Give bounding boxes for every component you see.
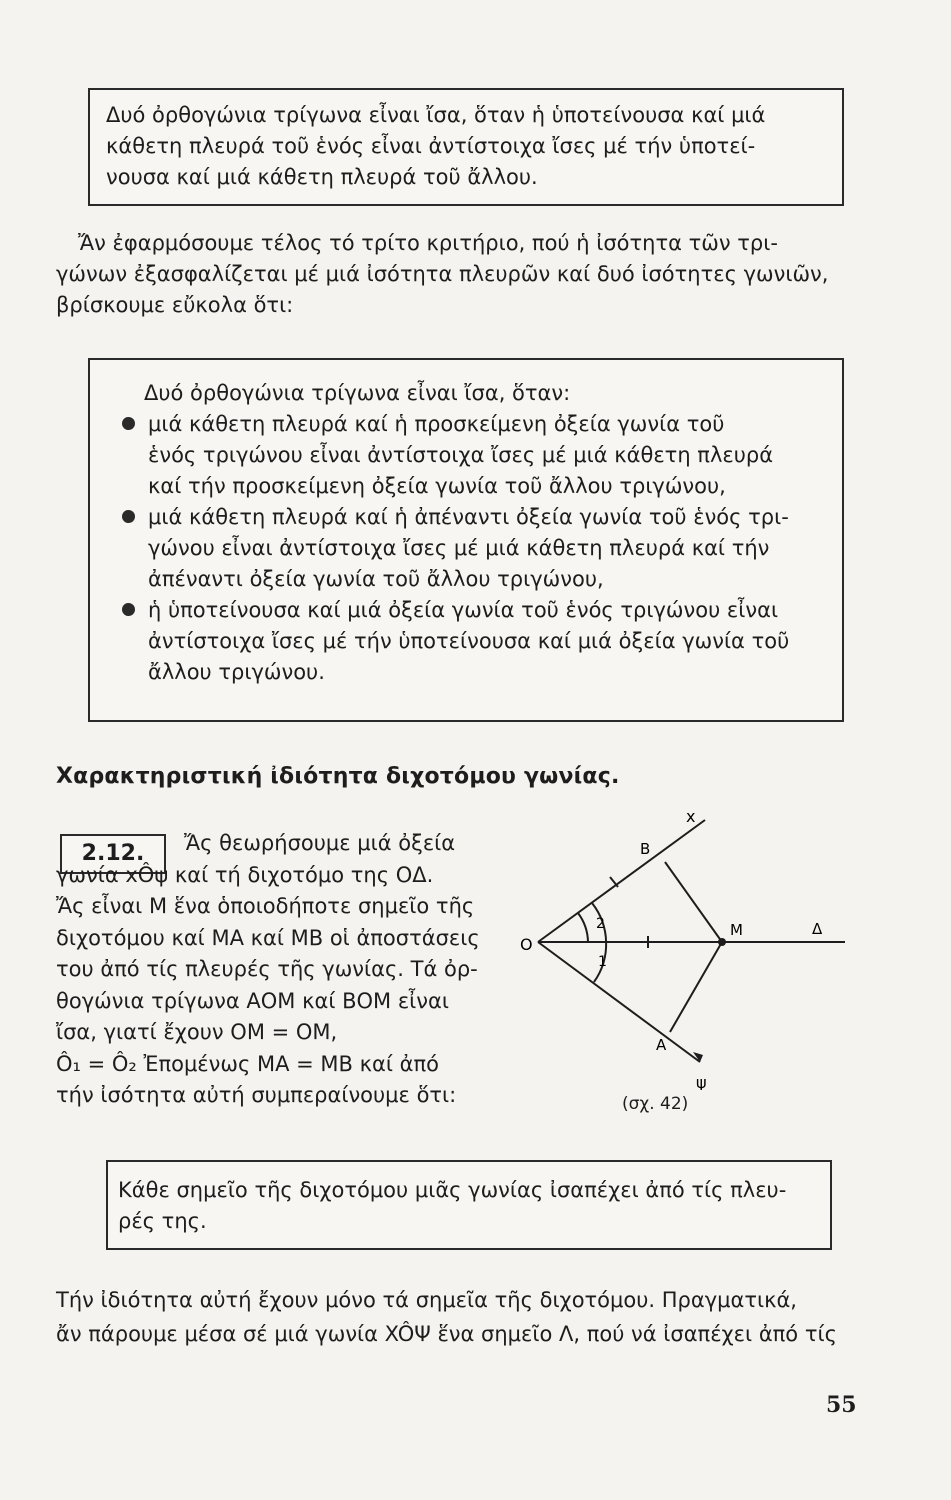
text-line: ἀντίστοιχα ἴσες μέ τήν ὑποτείνουσα καί μιά ὀξεία γωνία τοῦ xyxy=(148,629,790,653)
bullet-icon xyxy=(122,417,135,430)
text-line: ἡ ὑποτείνουσα καί μιά ὀξεία γωνία τοῦ ἑνός τριγώνου εἶναι xyxy=(148,598,779,622)
text-line: ἴσα, γιατί ἔχουν ΟΜ = ΟΜ, xyxy=(56,1020,338,1044)
ray-ox xyxy=(538,820,705,942)
text-line: Ô₁ = Ô₂ Ἐπομένως ΜΑ = ΜΒ καί ἀπό xyxy=(56,1051,439,1076)
text-line: θογώνια τρίγωνα ΑΟΜ καί ΒΟΜ εἶναι xyxy=(56,988,449,1013)
label-m: M xyxy=(730,921,743,939)
paragraph-third-criterion xyxy=(56,228,828,321)
text-line: βρίσκουμε εὔκολα ὅτι: xyxy=(56,293,294,317)
list-item xyxy=(148,502,789,595)
criteria-list xyxy=(148,409,789,688)
text-line: του ἀπό τίς πλευρές τῆς γωνίας. Τά ὀρ- xyxy=(56,957,478,981)
text-line: Ἄν ἐφαρμόσουμε τέλος τό τρίτο κριτήριο, πού ἡ ἰσότητα τῶν τρι- xyxy=(78,231,778,255)
text-line: Δυό ὀρθογώνια τρίγωνα εἶναι ἴσα, ὅταν ἡ ὑποτείνουσα καί μιά xyxy=(106,103,766,127)
section-heading: Χαρακτηριστική ἰδιότητα διχοτόμου γωνίας. xyxy=(56,764,620,789)
text-line: καί τήν προσκείμενη ὀξεία γωνία τοῦ ἄλλου τριγώνου, xyxy=(148,474,726,498)
segment-ma xyxy=(670,942,722,1032)
text-line: νουσα καί μιά κάθετη πλευρά τοῦ ἄλλου. xyxy=(106,165,538,189)
text-line: Ἄς εἶναι Μ ἕνα ὁποιοδήποτε σημεῖο τῆς xyxy=(56,894,475,918)
box-intro: Δυό ὀρθογώνια τρίγωνα εἶναι ἴσα, ὅταν: xyxy=(144,381,571,405)
label-x: x xyxy=(686,807,696,826)
label-angle-2: 2 xyxy=(596,916,605,932)
text-line: ἑνός τριγώνου εἶναι ἀντίστοιχα ἴσες μέ μιά κάθετη πλευρά xyxy=(148,443,774,467)
text-line: μιά κάθετη πλευρά καί ἡ προσκείμενη ὀξεία γωνία τοῦ xyxy=(148,412,725,436)
text-line: διχοτόμου καί ΜΑ καί ΜΒ οἱ ἀποστάσεις xyxy=(56,925,480,950)
text-line: γώνων ἐξασφαλίζεται μέ μιά ἰσότητα πλευρῶν καί δυό ἰσότητες γωνιῶν, xyxy=(56,262,829,286)
text-line: ἄν πάρουμε μέσα σέ μιά γωνία XÔΨ ἕνα σημεῖο Λ, πού νά ἰσαπέχει ἀπό τίς xyxy=(56,1322,837,1346)
point-m xyxy=(718,938,726,946)
text-line: κάθετη πλευρά τοῦ ἑνός εἶναι ἀντίστοιχα ἴσες μέ τήν ὑποτεί- xyxy=(106,134,756,158)
label-angle-1: 1 xyxy=(598,954,607,970)
section-number: 2.12. xyxy=(60,834,166,874)
text-line: γώνου εἶναι ἀντίστοιχα ἴσες μέ μιά κάθετη πλευρά καί τήν xyxy=(148,536,770,560)
figure-caption: (σχ. 42) xyxy=(622,1094,689,1114)
theorem-box-bisector-text xyxy=(118,1175,786,1237)
page-number: 55 xyxy=(826,1392,857,1418)
text-line: ρές της. xyxy=(118,1209,207,1233)
text-line: ἄλλου τριγώνου. xyxy=(148,660,325,684)
text-line: ἀπέναντι ὀξεία γωνία τοῦ ἄλλου τριγώνου, xyxy=(148,567,604,591)
segment-mb xyxy=(665,862,722,942)
bullet-icon xyxy=(122,510,135,523)
text-line: Κάθε σημεῖο τῆς διχοτόμου μιᾶς γωνίας ἰσαπέχει ἀπό τίς πλευ- xyxy=(118,1178,787,1202)
theorem-box-criteria-text xyxy=(144,378,790,688)
text-line: τήν ἰσότητα αὐτή συμπεραίνουμε ὅτι: xyxy=(56,1083,457,1107)
figure-angle-bisector xyxy=(500,800,860,1090)
paragraph-converse xyxy=(56,1283,837,1351)
paragraph-bisector-proof xyxy=(56,828,480,1112)
angle-arc-inner xyxy=(578,913,588,942)
list-item xyxy=(148,595,789,688)
label-o: O xyxy=(520,935,533,954)
label-psi: ψ xyxy=(696,1073,707,1090)
text-line: μιά κάθετη πλευρά καί ἡ ἀπέναντι ὀξεία γωνία τοῦ ἑνός τρι- xyxy=(148,505,789,529)
text-line: γωνία xÔψ καί τή διχοτόμο της ΟΔ. xyxy=(56,862,434,887)
label-b: B xyxy=(640,840,651,858)
label-a: A xyxy=(656,1036,667,1054)
list-item xyxy=(148,409,789,502)
text-line: Τήν ἰδιότητα αὐτή ἔχουν μόνο τά σημεῖα τῆς διχοτόμου. Πραγματικά, xyxy=(56,1288,797,1312)
text-line: Ἄς θεωρήσουμε μιά ὀξεία xyxy=(184,831,456,855)
ray-opsi xyxy=(538,942,700,1062)
label-delta: Δ xyxy=(812,920,823,938)
bullet-icon xyxy=(122,603,135,616)
theorem-box-hypotenuse-leg-text xyxy=(106,100,765,193)
